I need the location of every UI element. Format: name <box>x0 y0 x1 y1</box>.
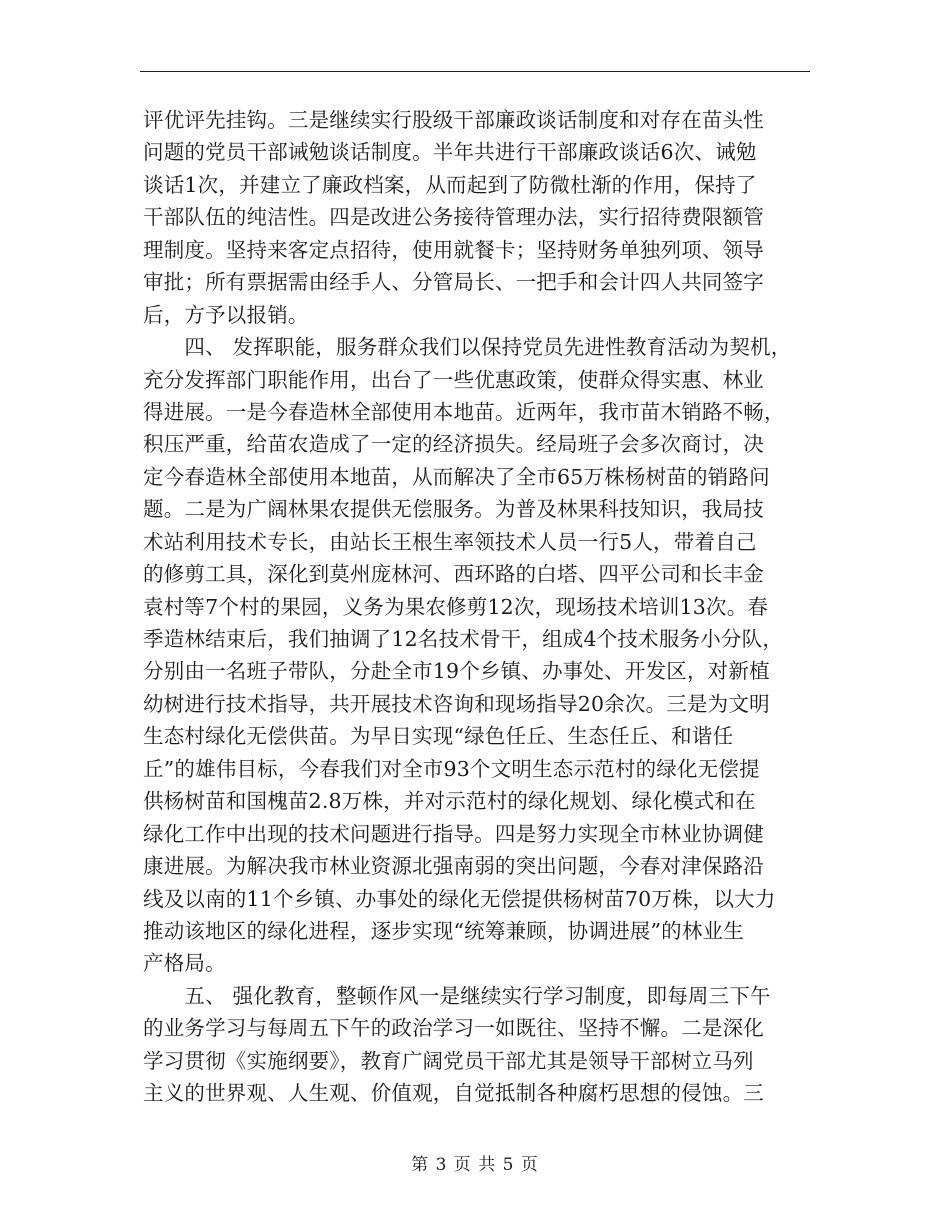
text-line: 充分发挥部门职能作用，出台了一些优惠政策，使群众得实惠、林业 <box>143 367 764 392</box>
text-line: 题。二是为广阔林果农提供无偿服务。为普及林果科技知识，我局技 <box>143 497 764 522</box>
text-line: 的修剪工具，深化到莫州庞林河、西环路的白塔、四平公司和长丰金 <box>143 562 764 587</box>
text-line: 的业务学习与每周五下午的政治学习一如既往、坚持不懈。二是深化 <box>143 1016 764 1041</box>
text-line: 定今春造林全部使用本地苗，从而解决了全市65万株杨树苗的销路问 <box>143 464 770 489</box>
text-line: 后，方予以报销。 <box>143 302 309 327</box>
text-line: 袁村等7个村的果园，义务为果农修剪12次，现场技术培训13次。春 <box>143 594 769 619</box>
text-line: 主义的世界观、人生观、价值观，自觉抵制各种腐朽思想的侵蚀。三 <box>143 1081 764 1106</box>
text-line: 推动该地区的绿化进程，逐步实现“统筹兼顾，协调进展”的林业生 <box>143 918 744 943</box>
text-line: 审批；所有票据需由经手人、分管局长、一把手和会计四人共同签字 <box>143 270 764 295</box>
header-rule <box>140 71 810 72</box>
text-line: 生态村绿化无偿供苗。为早日实现“绿色任丘、生态任丘、和谐任 <box>143 724 734 749</box>
text-line: 分别由一名班子带队，分赴全市19个乡镇、办事处、开发区，对新植 <box>143 659 770 684</box>
text-line: 产格局。 <box>143 951 226 976</box>
text-line: 谈话1次，并建立了廉政档案，从而起到了防微杜渐的作用，保持了 <box>143 172 757 197</box>
text-line: 干部队伍的纯洁性。四是改进公务接待管理办法，实行招待费限额管 <box>143 205 764 230</box>
text-line: 术站利用技术专长，由站长王根生率领技术人员一行5人，带着自己 <box>143 529 757 554</box>
section-heading-line: 四、 发挥职能，服务群众我们以保持党员先进性教育活动为契机， <box>143 335 792 360</box>
section-heading-line: 五、 强化教育，整顿作风一是继续实行学习制度，即每周三下午 <box>143 983 771 1008</box>
text-line: 理制度。坚持来客定点招待，使用就餐卡；坚持财务单独列项、领导 <box>143 237 764 262</box>
text-line: 绿化工作中出现的技术问题进行指导。四是努力实现全市林业协调健 <box>143 821 764 846</box>
text-line: 丘”的雄伟目标，今春我们对全市93个文明生态示范村的绿化无偿提 <box>143 756 760 781</box>
text-line: 问题的党员干部诫勉谈话制度。半年共进行干部廉政谈话6次、诫勉 <box>143 140 757 165</box>
text-line: 幼树进行技术指导，共开展技术咨询和现场指导20余次。三是为文明 <box>143 691 770 716</box>
text-line: 康进展。为解决我市林业资源北强南弱的突出问题，今春对津保路沿 <box>143 854 764 879</box>
body-text <box>143 104 843 1110</box>
text-line: 学习贯彻《实施纲要》，教育广阔党员干部尤其是领导干部树立马列 <box>143 1048 754 1073</box>
text-line: 评优评先挂钩。三是继续实行股级干部廉政谈话制度和对存在苗头性 <box>143 108 764 132</box>
text-line: 供杨树苗和国槐苗2.8万株，并对示范村的绿化规划、绿化模式和在 <box>143 789 756 814</box>
page-number-footer: 第 3 页 共 5 页 <box>411 1155 539 1175</box>
text-line: 积压严重，给苗农造成了一定的经济损失。经局班子会多次商讨，决 <box>143 432 764 457</box>
text-line: 得进展。一是今春造林全部使用本地苗。近两年，我市苗木销路不畅， <box>143 399 785 424</box>
text-line: 季造林结束后，我们抽调了12名技术骨干，组成4个技术服务小分队， <box>143 627 784 651</box>
text-line: 线及以南的11个乡镇、办事处的绿化无偿提供杨树苗70万株，以大力 <box>143 886 776 911</box>
